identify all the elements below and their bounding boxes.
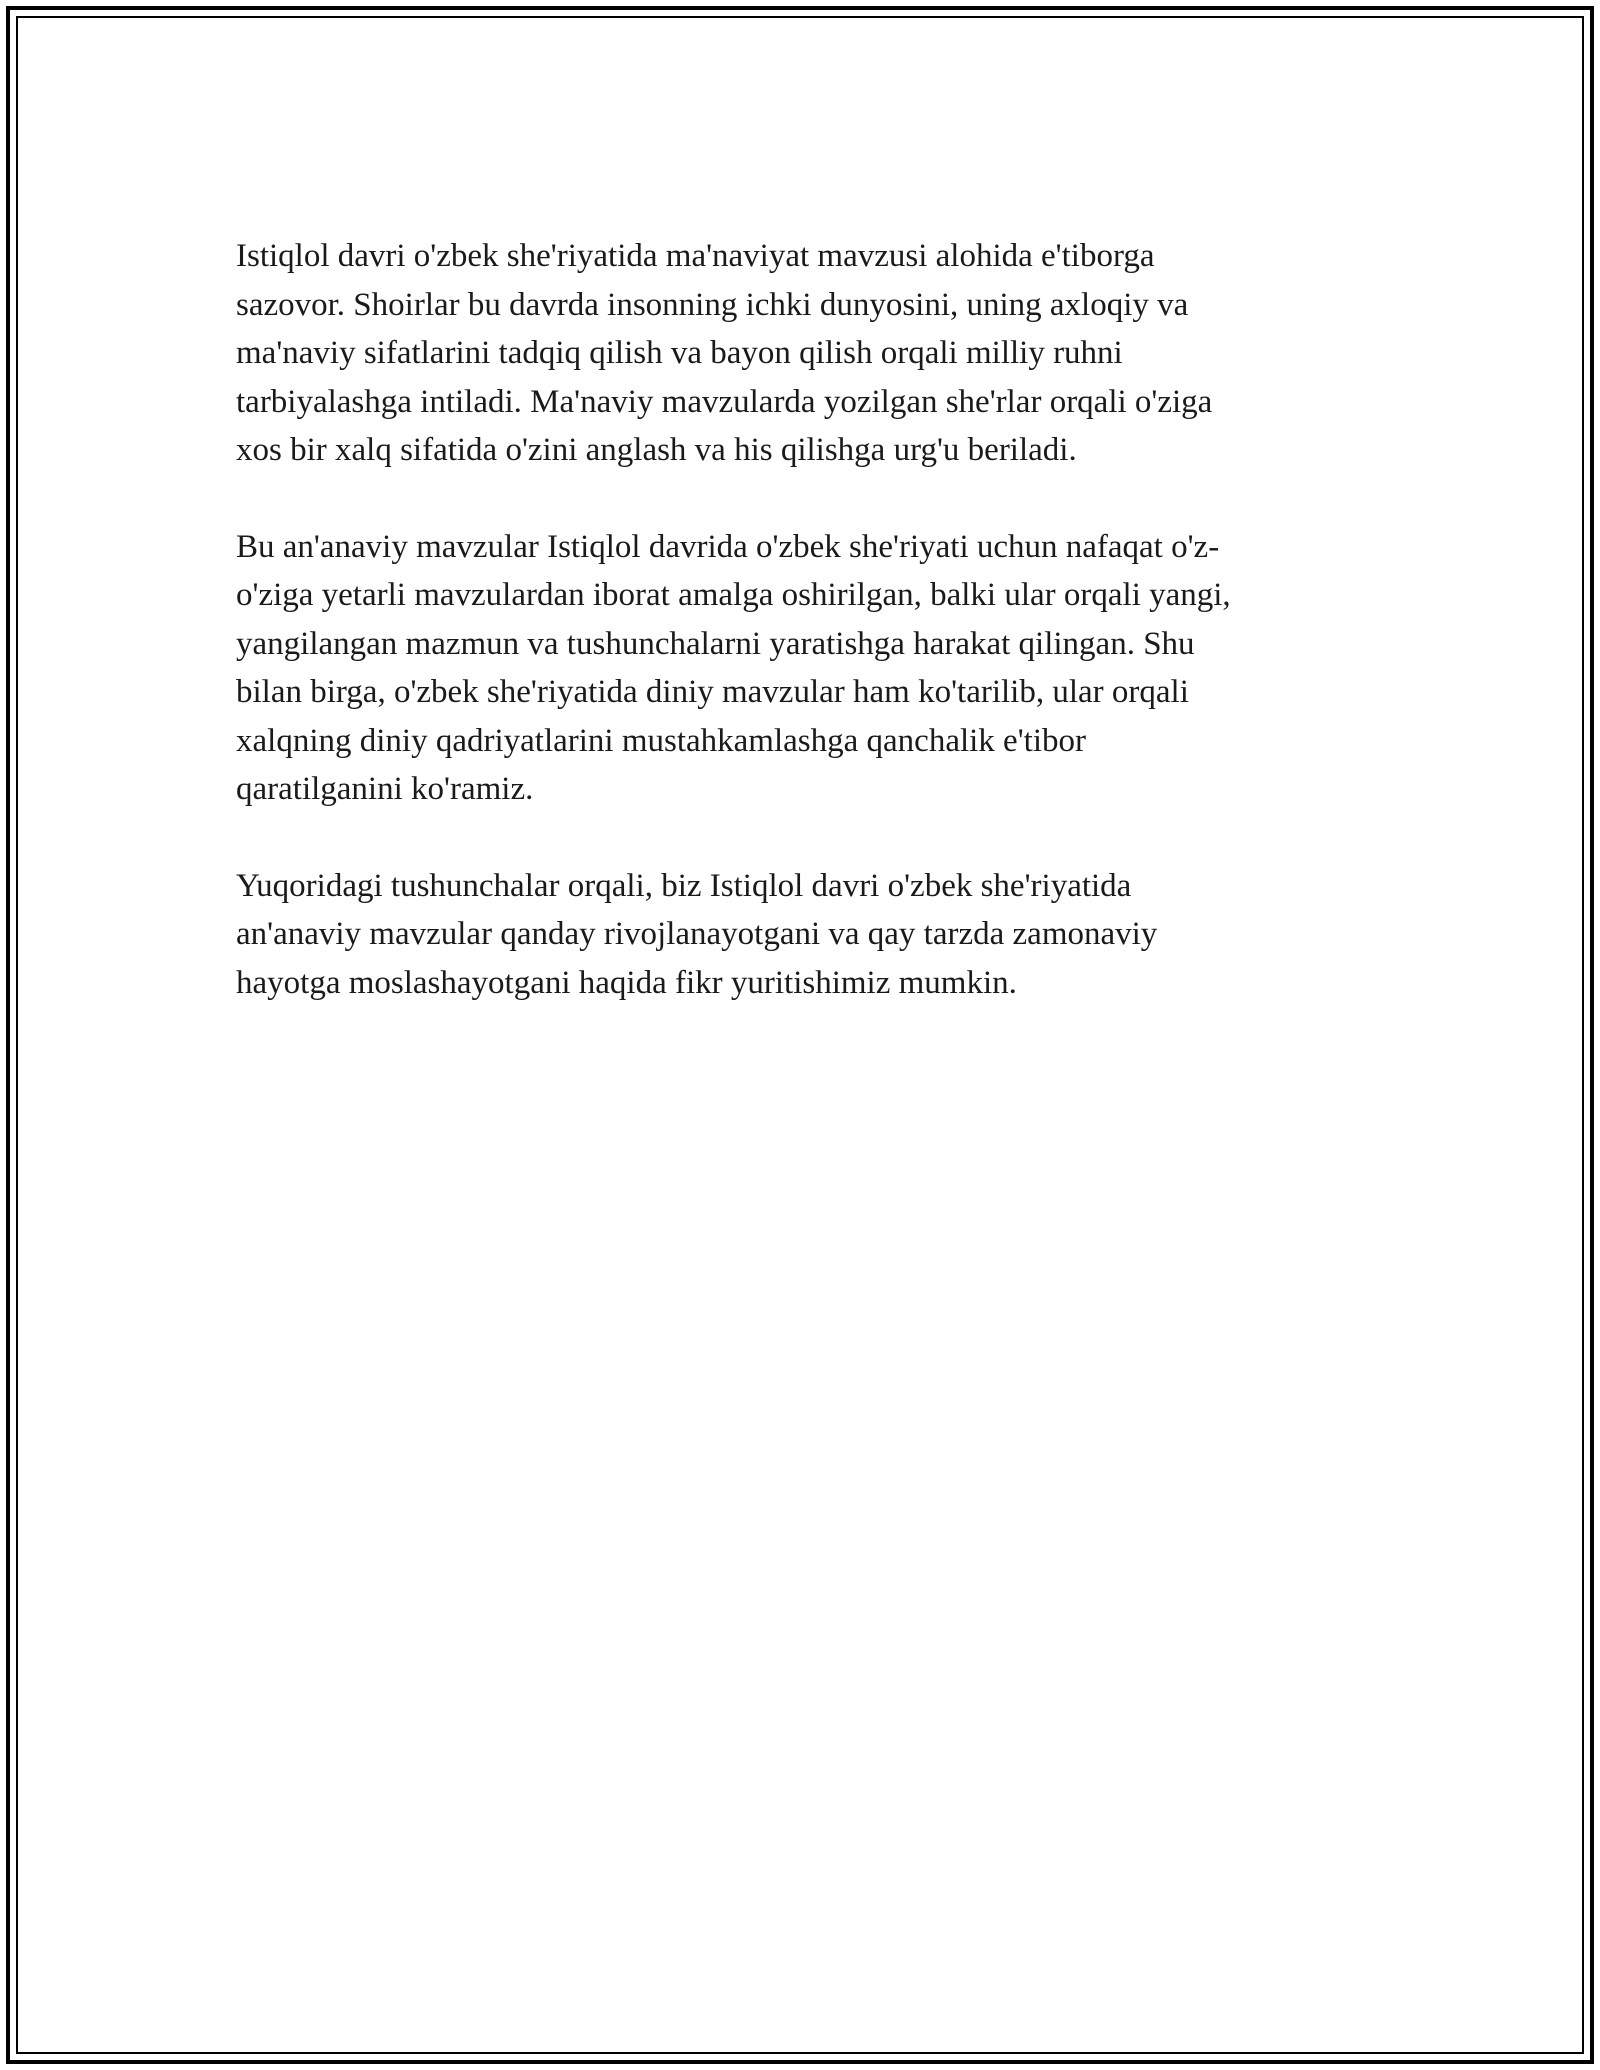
document-body: [236, 232, 1376, 1055]
text-line: qaratilganini ko'ramiz.: [236, 771, 534, 807]
text-line: Istiqlol davri o'zbek she'riyatida ma'naviyat mavzusi alohida e'tiborga: [236, 238, 1155, 274]
text-line: o'ziga yetarli mavzulardan iborat amalga oshirilgan, balki ular orqali yangi,: [236, 577, 1231, 613]
text-line: Bu an'anaviy mavzular Istiqlol davrida o'zbek she'riyati uchun nafaqat o'z-: [236, 528, 1220, 565]
text-line: xalqning diniy qadriyatlarini mustahkamlashga qanchalik e'tibor: [236, 722, 1086, 759]
text-line: Yuqoridagi tushunchalar orqali, biz Istiqlol davri o'zbek she'riyatida: [236, 867, 1132, 904]
text-line: an'anaviy mavzular qanday rivojlanayotgani va qay tarzda zamonaviy: [236, 916, 1158, 952]
text-line: sazovor. Shoirlar bu davrda insonning ichki dunyosini, uning axloqiy va: [236, 286, 1189, 323]
text-line: yangilangan mazmun va tushunchalarni yaratishga harakat qilingan. Shu: [236, 625, 1195, 662]
text-line: xos bir xalq sifatida o'zini anglash va his qilishga urg'u beriladi.: [236, 432, 1077, 468]
text-line: tarbiyalashga intiladi. Ma'naviy mavzularda yozilgan she'rlar orqali o'ziga: [236, 383, 1213, 420]
text-line: ma'naviy sifatlarini tadqiq qilish va bayon qilish orqali milliy ruhni: [236, 335, 1123, 371]
text-line: bilan birga, o'zbek she'riyatida diniy mavzular ham ko'tarilib, ular orqali: [236, 674, 1189, 710]
text-line: hayotga moslashayotgani haqida fikr yuritishimiz mumkin.: [236, 964, 1017, 1001]
paragraph-2: [236, 523, 1376, 814]
paragraph-3: [236, 862, 1376, 1008]
paragraph-1: [236, 232, 1376, 475]
